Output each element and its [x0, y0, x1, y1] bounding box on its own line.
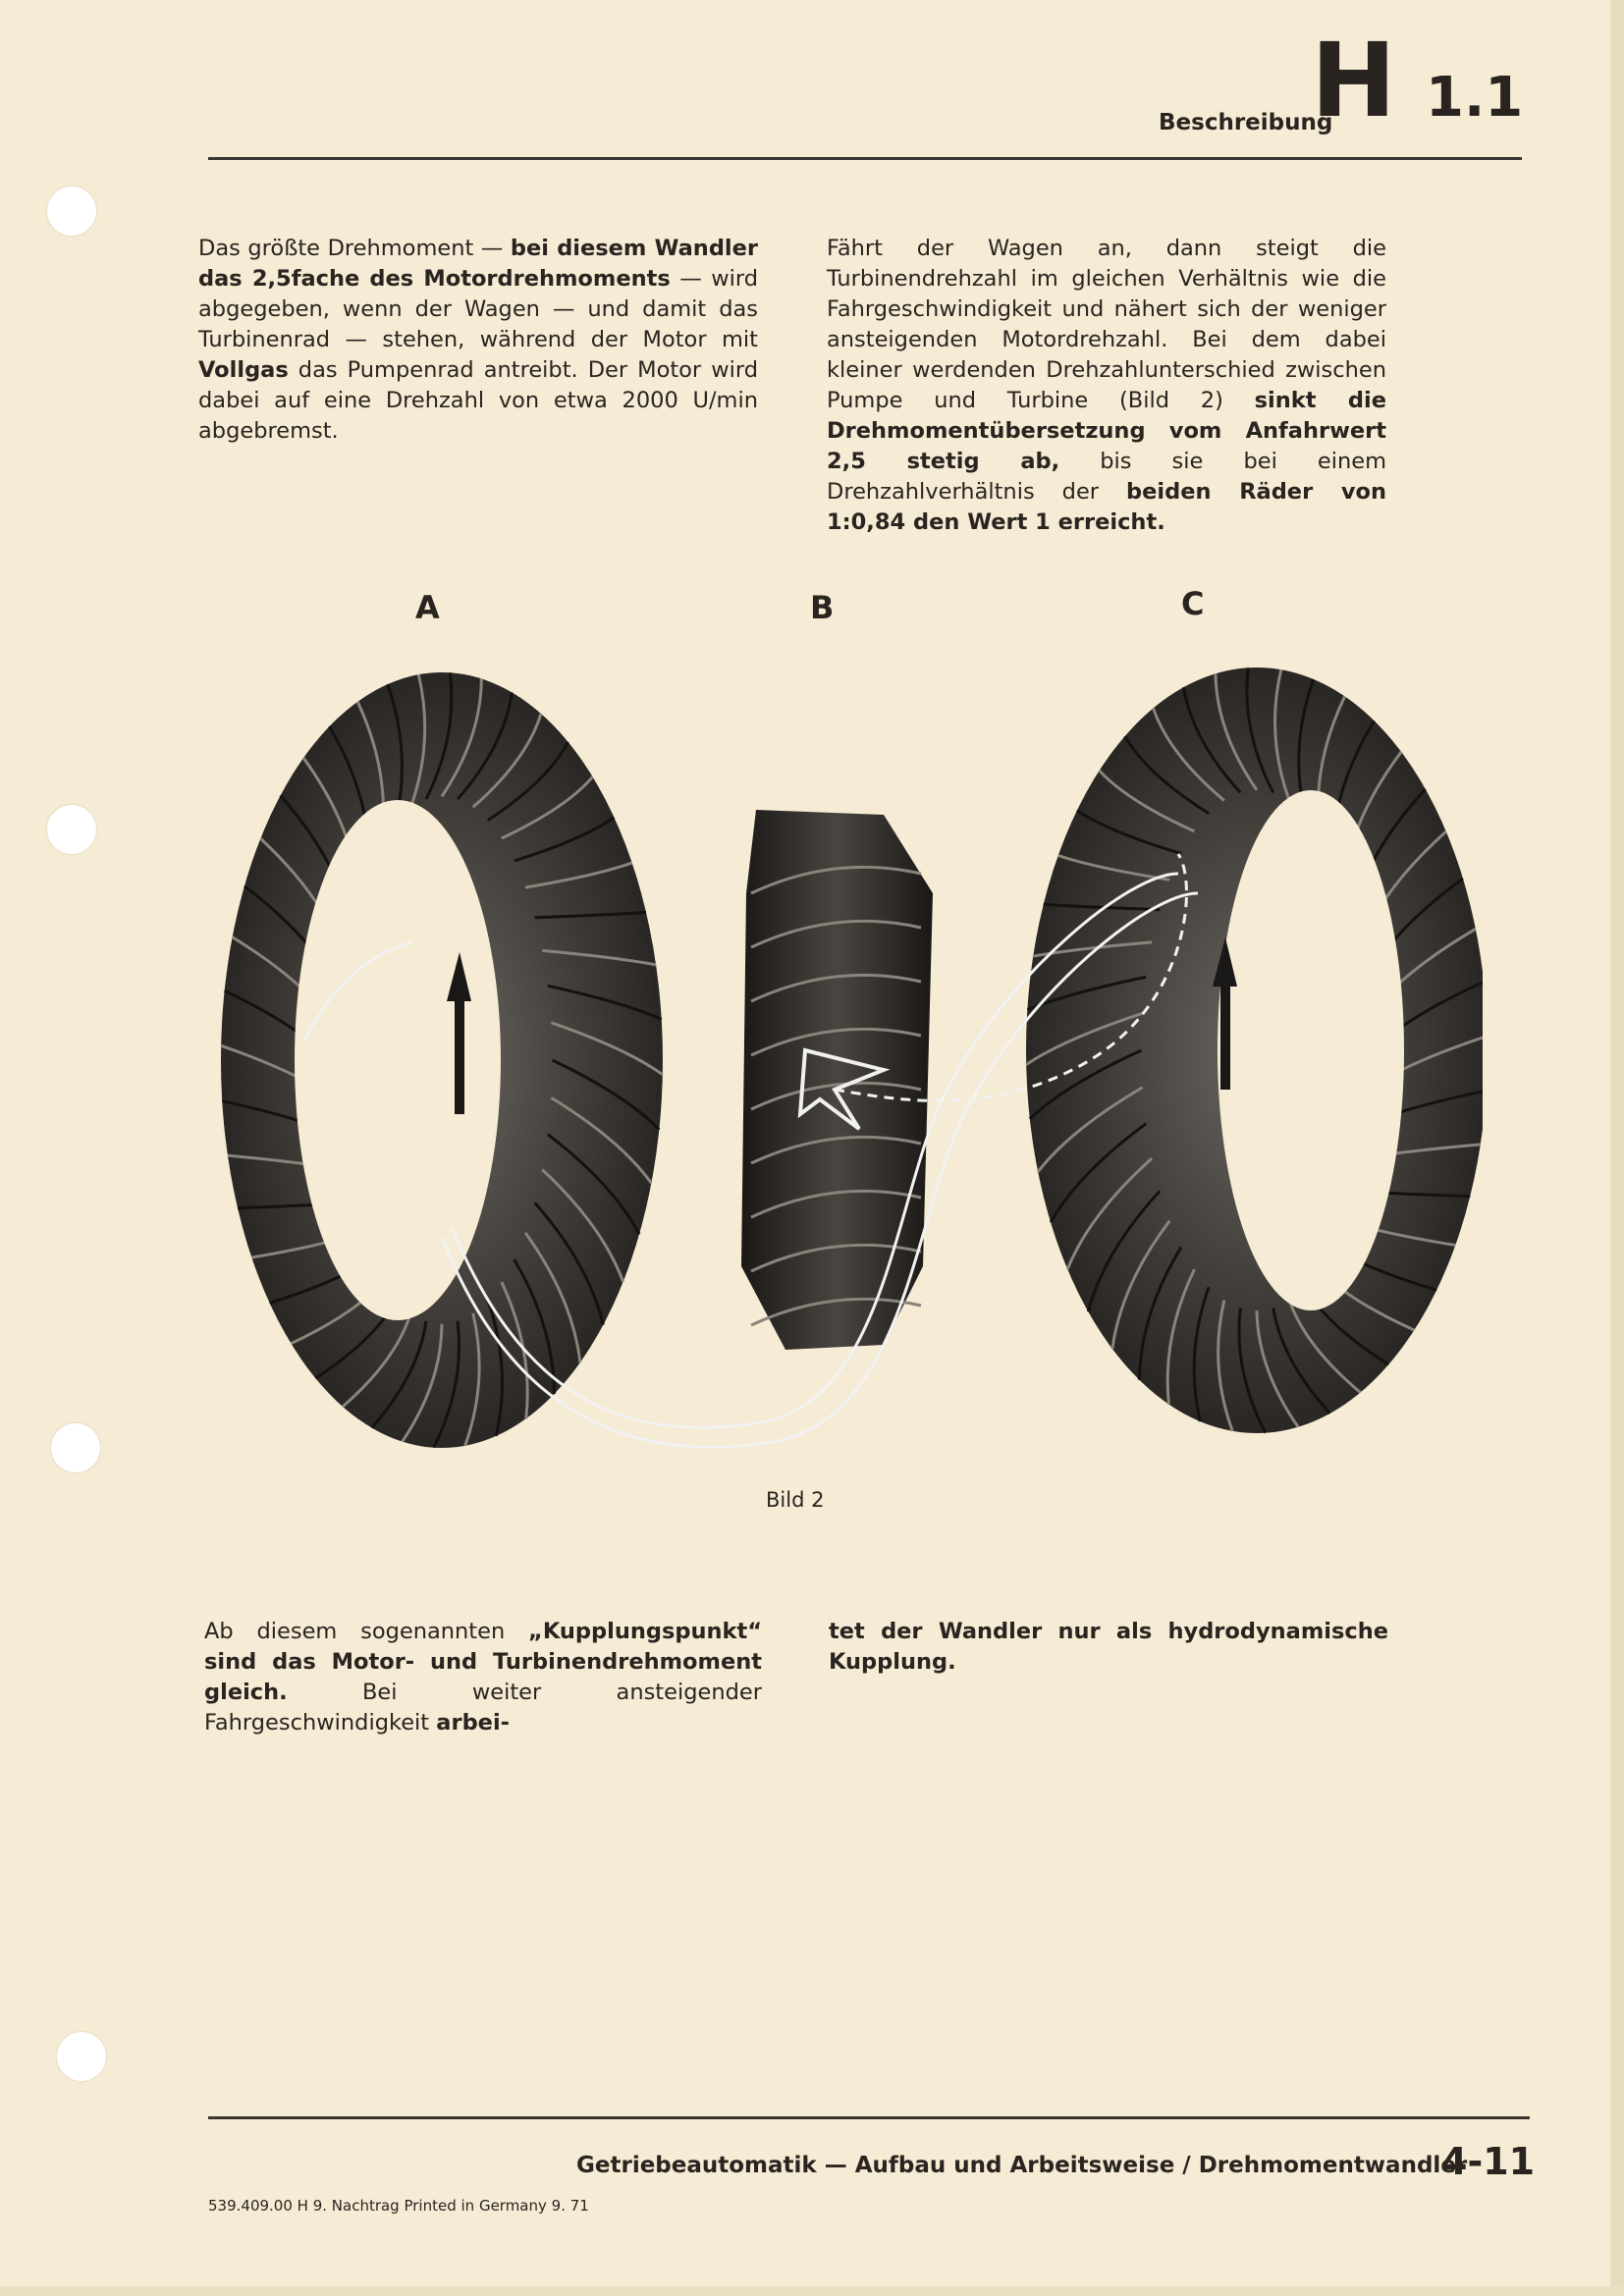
figure-label-a: A: [415, 589, 440, 626]
text-run: Bei weiter ansteigender Fahrgeschwindigkeit: [204, 1680, 762, 1735]
text-run: arbei-: [436, 1710, 510, 1735]
turbine-wheel-c: [1026, 667, 1483, 1433]
punch-hole-4: [57, 2032, 106, 2081]
chapter-number: 1.1: [1426, 66, 1524, 130]
text-run: — wird abgegeben, wenn der Wagen — und damit das Turbinenrad — stehen, während der Motor mit: [198, 266, 758, 352]
paragraph-top-right: [827, 234, 1386, 538]
text-run: beiden Räder von 1:0,84 den Wert 1 erreicht.: [827, 479, 1386, 535]
page-number: 4-11: [1441, 2140, 1536, 2183]
text-run: Das größte Drehmoment —: [198, 236, 511, 261]
footer-rule: [208, 2116, 1530, 2119]
text-run: „Kupplungspunkt“ sind das Motor- und Turbinendrehmoment gleich.: [204, 1619, 762, 1705]
figure-label-b: B: [810, 589, 835, 626]
pump-wheel-a: [221, 672, 663, 1448]
paragraph-top-left: [198, 234, 758, 447]
print-note: 539.409.00 H 9. Nachtrag Printed in Germany 9. 71: [208, 2197, 589, 2215]
stator-wheel-b: [741, 810, 933, 1350]
figure-label-c: C: [1181, 585, 1205, 622]
paper-edge-right: [1610, 0, 1624, 2296]
punch-hole-2: [47, 805, 96, 854]
footer-title: Getriebeautomatik — Aufbau und Arbeitsweise / Drehmomentwandler: [576, 2153, 1468, 2178]
text-run: Fährt der Wagen an, dann steigt die Turbinendrehzahl im gleichen Verhältnis wie die Fahrgeschwindigkeit und nähert sich der weniger ansteigenden Motordrehzahl. Bei dem dabei kleiner werdenden Drehzahlunterschied zwischen Pumpe und Turbine (Bild 2): [827, 236, 1386, 413]
section-label: Beschreibung: [1159, 110, 1333, 135]
text-run: Vollgas: [198, 357, 289, 383]
text-run: das Pumpenrad antreibt. Der Motor wird dabei auf eine Drehzahl von etwa 2000 U/min abgebremst.: [198, 357, 758, 444]
text-run: bei diesem Wandler das 2,5fache des Motordrehmoments: [198, 236, 758, 292]
text-run: tet der Wandler nur als hydrodynamische Kupplung.: [829, 1619, 1388, 1675]
header-rule: [208, 157, 1522, 160]
paragraph-bottom-left: [204, 1617, 762, 1738]
paper-edge-bottom: [0, 2286, 1624, 2296]
punch-hole-3: [51, 1423, 100, 1472]
punch-hole-1: [47, 187, 96, 236]
text-run: Ab diesem sogenannten: [204, 1619, 529, 1644]
text-run: bis sie bei einem Drehzahlverhältnis der: [827, 449, 1386, 505]
chapter-letter: H: [1311, 21, 1397, 140]
torque-converter-illustration: [206, 628, 1483, 1472]
text-run: sinkt die Drehmomentübersetzung vom Anfahrwert 2,5 stetig ab,: [827, 388, 1386, 474]
paragraph-bottom-right: [829, 1617, 1388, 1678]
figure-caption: Bild 2: [766, 1488, 825, 1512]
